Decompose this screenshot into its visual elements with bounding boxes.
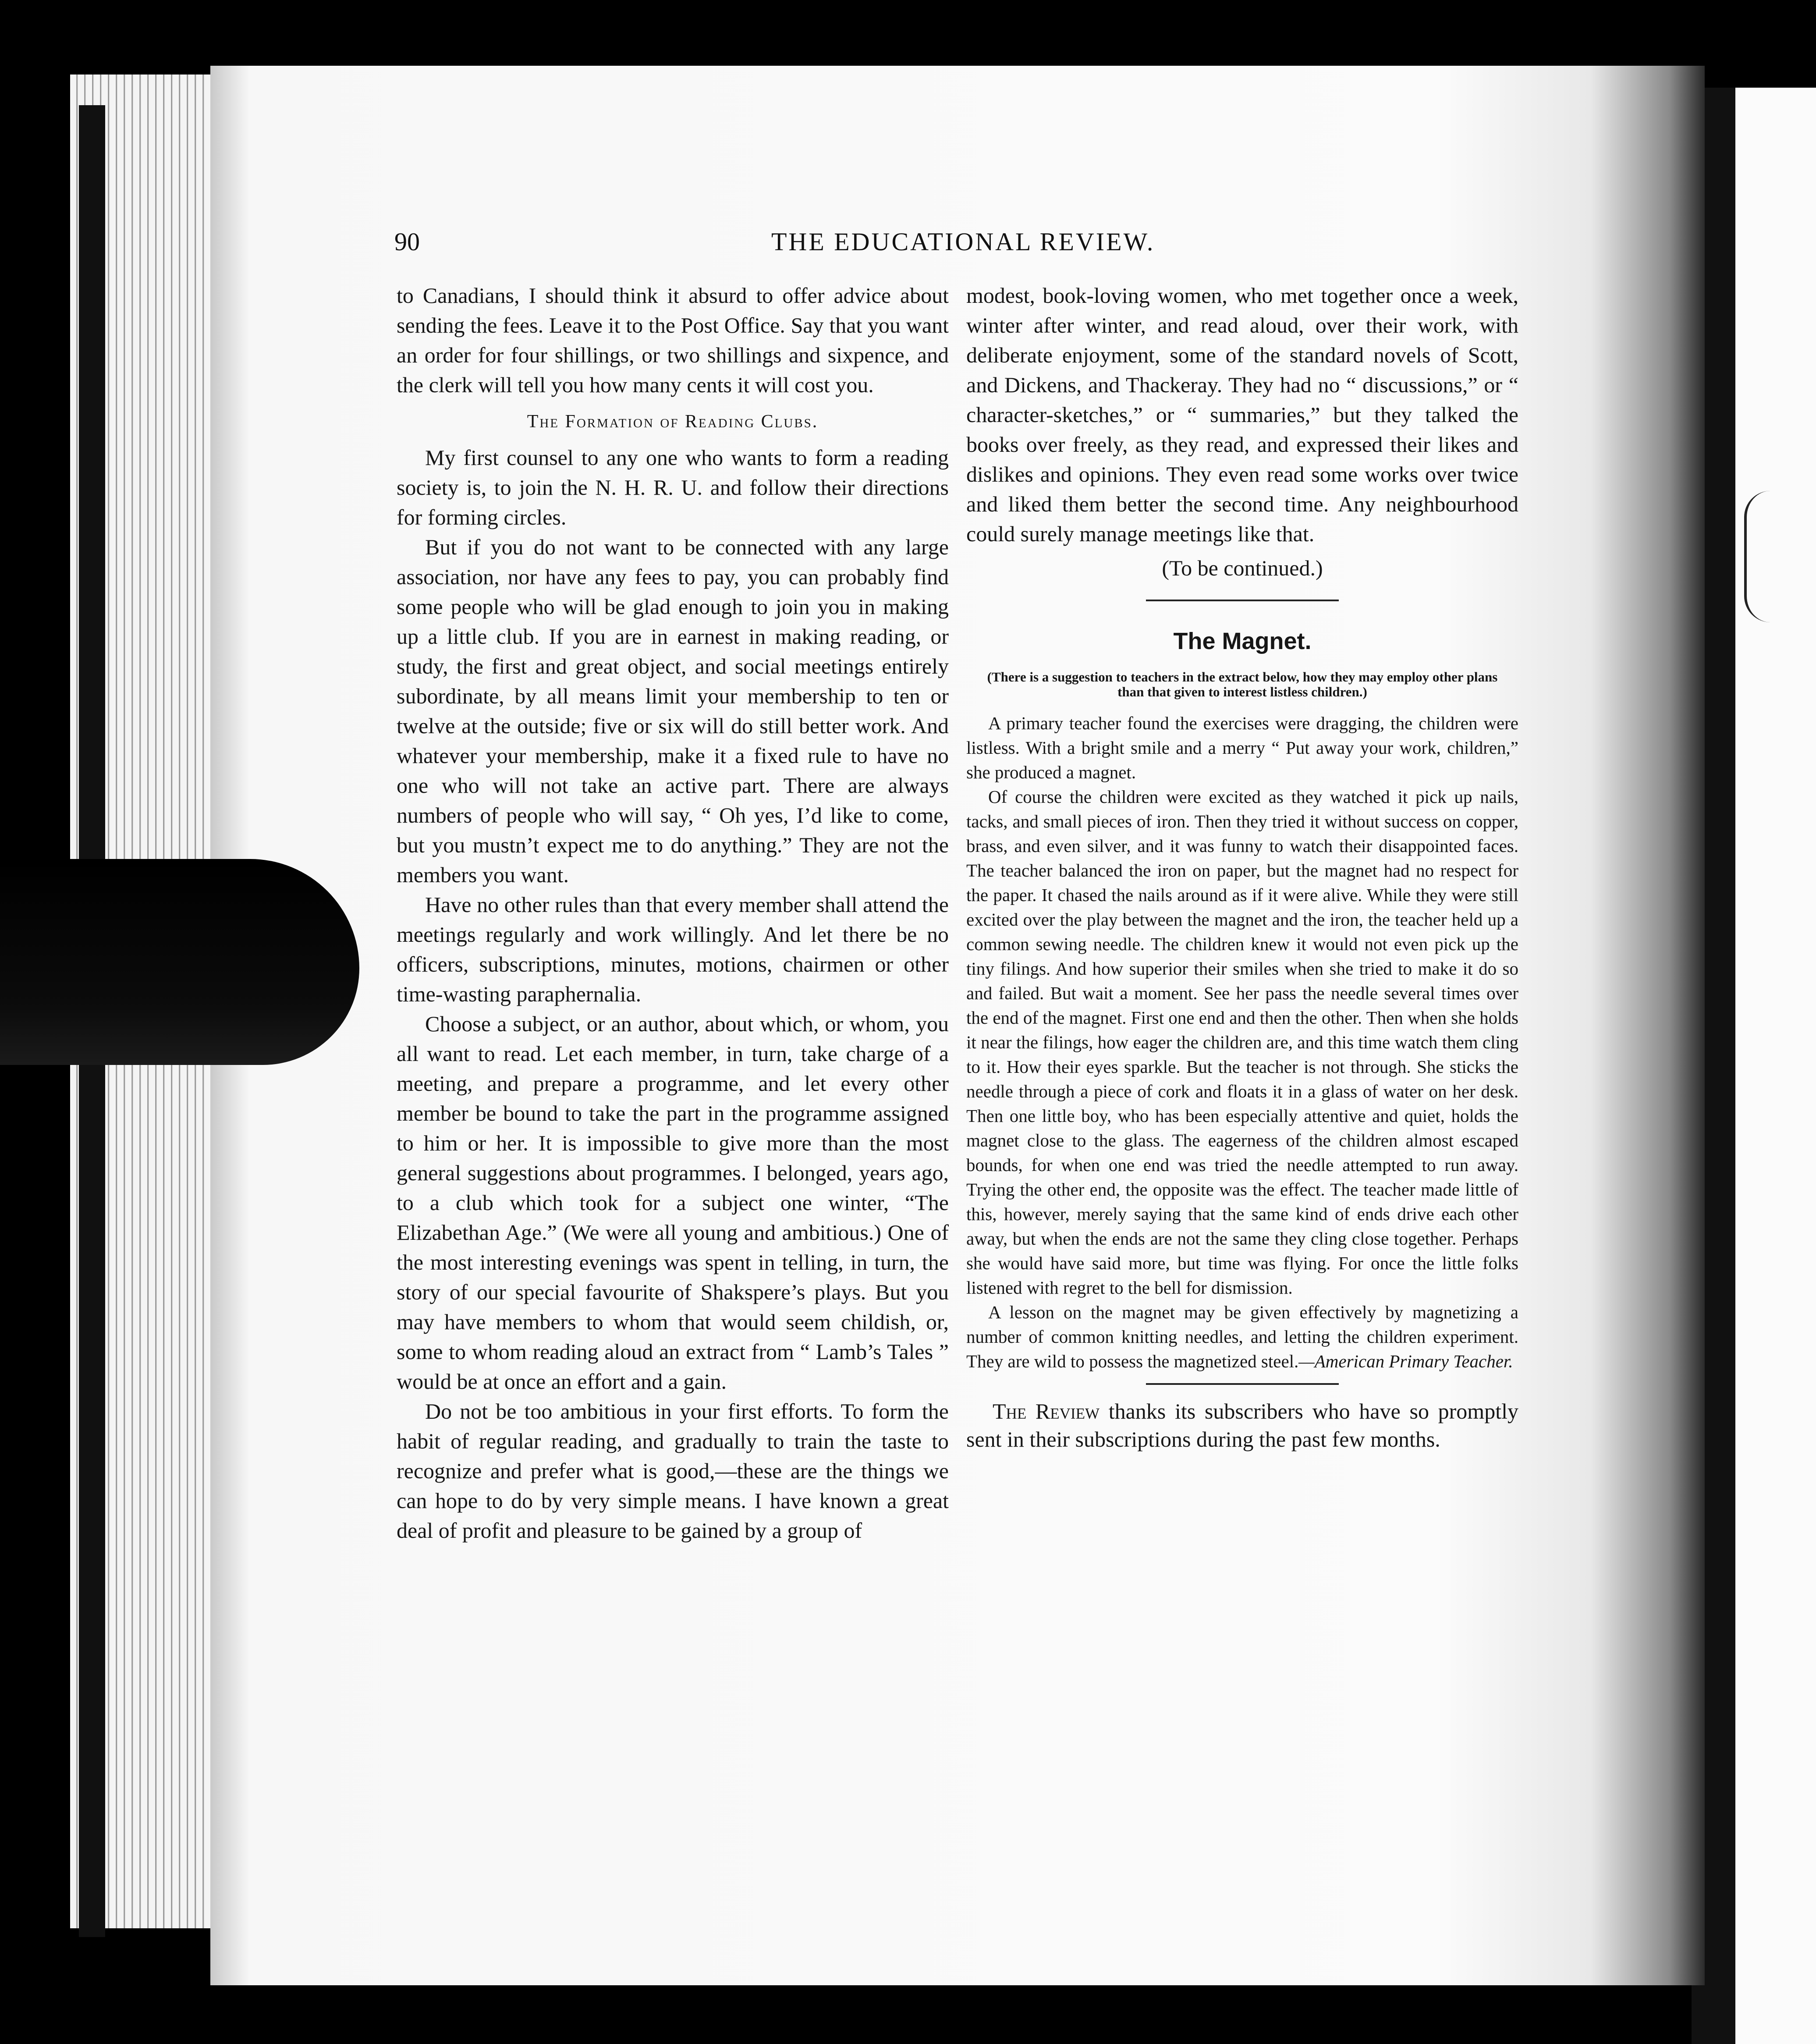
paragraph-rules: Have no other rules than that every member shall attend the meetings regularly and work willingly. And let there be no officers, subscriptions, minutes, motions, chairmen or other time-wasting paraphernalia.	[397, 892, 949, 1006]
magnet-paragraph-3	[966, 1300, 1518, 1373]
margin-pencil-mark	[1744, 491, 1786, 622]
subscriber-thanks	[966, 1397, 1518, 1453]
right-column	[966, 280, 1518, 1453]
thumb-shadow	[0, 859, 359, 1065]
magnet-paragraph-1: A primary teacher found the exercises were dragging, the children were listless. With a bright smile and a merry “ Put away your work, children,” she produced a magnet.	[966, 713, 1518, 782]
section-heading-reading-clubs: The Formation of Reading Clubs.	[527, 412, 819, 432]
editor-note: (There is a suggestion to teachers in the extract below, how they may employ other plans than that given to interest listless children.)	[987, 669, 1498, 699]
paragraph-first-counsel: My first counsel to any one who wants to form a reading society is, to join the N. H. R. U. and follow their directions for forming circles.	[397, 445, 949, 529]
paragraph-book-loving-women: modest, book-loving women, who met together once a week, winter after winter, and read aloud, over their work, with deliberate enjoyment, some of the standard novels of Scott, and Dickens, and Thackeray. They had no “ discussions,” or “ character-sketches,” or “ summaries,” but they talked the books over freely, as they read, and expressed their likes and dislikes and opinions. They even read some works over twice and liked them better the second time. Any neighbourhood could surely manage meetings like that.	[966, 283, 1518, 546]
magnet-source: —American Primary Teacher.	[1298, 1351, 1513, 1371]
magnet-paragraph-2: Of course the children were excited as they watched it pick up nails, tacks, and small pieces of iron. Then they tried it without success on copper, brass, and even silver, and it was funny to watch their disappointed faces. The teacher balanced the iron on paper, but the magnet had no respect for the paper. It chased the nails around as if it were alive. While they were still excited over the play between the magnet and the iron, the teacher held up a common sewing needle. The children knew it would not even pick up the tiny filings. And how superior their smiles when she tried to make it do so and failed. But wait a moment. See her pass the needle several times over the end of the magnet. First one end and then the other. Then when she holds it near the filings, how eager the children are, and this time watch them cling to it. How their eyes sparkle. But the teacher is not through. She sticks the needle through a piece of cork and floats it in a glass of water on her desk. Then one little boy, who has been especially attentive and quiet, holds the magnet close to the glass. The eagerness of the children almost escaped bounds, for when one end was tried the needle attempted to run away. Trying the other end, the opposite was the effect. The teacher made little of this, however, merely saying that the same kind of ends drive each other away, but when the ends are not the same they cling close together. Perhaps she would have said more, but time was flying. For once the little folks listened with regret to the bell for dismission.	[966, 787, 1518, 1298]
thanks-text: thanks its subscribers who have so promptly sent in their subscriptions during the past few months.	[966, 1399, 1518, 1451]
paragraph-not-too-ambitious: Do not be too ambitious in your first efforts. To form the habit of regular reading, and gradually to train the taste to recognize and prefer what is good,—these are the things we can hope to do by very simple means. I have known a great deal of profit and pleasure to be gained by a group of	[397, 1399, 949, 1543]
page-number: 90	[394, 227, 420, 256]
review-name: The Review	[993, 1399, 1100, 1423]
running-head: THE EDUCATIONAL REVIEW.	[771, 227, 1155, 256]
paragraph-association: But if you do not want to be connected with any large association, nor have any fees to pay, you can probably find some people who will be glad enough to join you in making up a little club. If you are in earnest in making reading, or study, the first and great object, and social meetings entirely subordinate, by all means limit your membership to ten or twelve at the outside; five or six will do still better work. And whatever your membership, make it a fixed rule to have no one who will not take an active part. There are always numbers of people who will say, “ Oh yes, I’d like to come, but you mustn’t expect me to do anything.” They are not the members you want.	[397, 535, 949, 887]
paragraph-choose-subject: Choose a subject, or an author, about which, or whom, you all want to read. Let each member, in turn, take charge of a meeting, and prepare a programme, and let every other member be bound to take the part in the programme assigned to him or her. It is impossible to give more than the most general suggestions about programmes. I belonged, years ago, to a club which took for a subject one winter, “The Elizabethan Age.” (We were all young and ambitious.) One of the most interesting evenings was spent in telling, in turn, the story of our special favourite of Shakspere’s plays. But you may have members to whom that would seem childish, or, some to whom reading aloud an extract from “ Lamb’s Tales ” would be at once an effort and a gain.	[397, 1011, 949, 1394]
page-header	[394, 227, 1516, 262]
left-column	[397, 280, 949, 1545]
magnet-paragraph-3-text: A lesson on the magnet may be given effectively by magnetizing a number of common knitting needles, and letting the children experiment. They are wild to possess the magnetized steel.	[966, 1302, 1518, 1371]
to-be-continued: (To be continued.)	[1162, 556, 1323, 580]
divider-short	[1146, 1383, 1339, 1385]
section-divider	[1146, 600, 1339, 601]
paragraph-fees: to Canadians, I should think it absurd to offer advice about sending the fees. Leave it to the Post Office. Say that you want an order for four shillings, or two shillings and sixpence, and the clerk will tell you how many cents it will cost you.	[397, 283, 949, 397]
article-title-magnet: The Magnet.	[1173, 628, 1312, 654]
